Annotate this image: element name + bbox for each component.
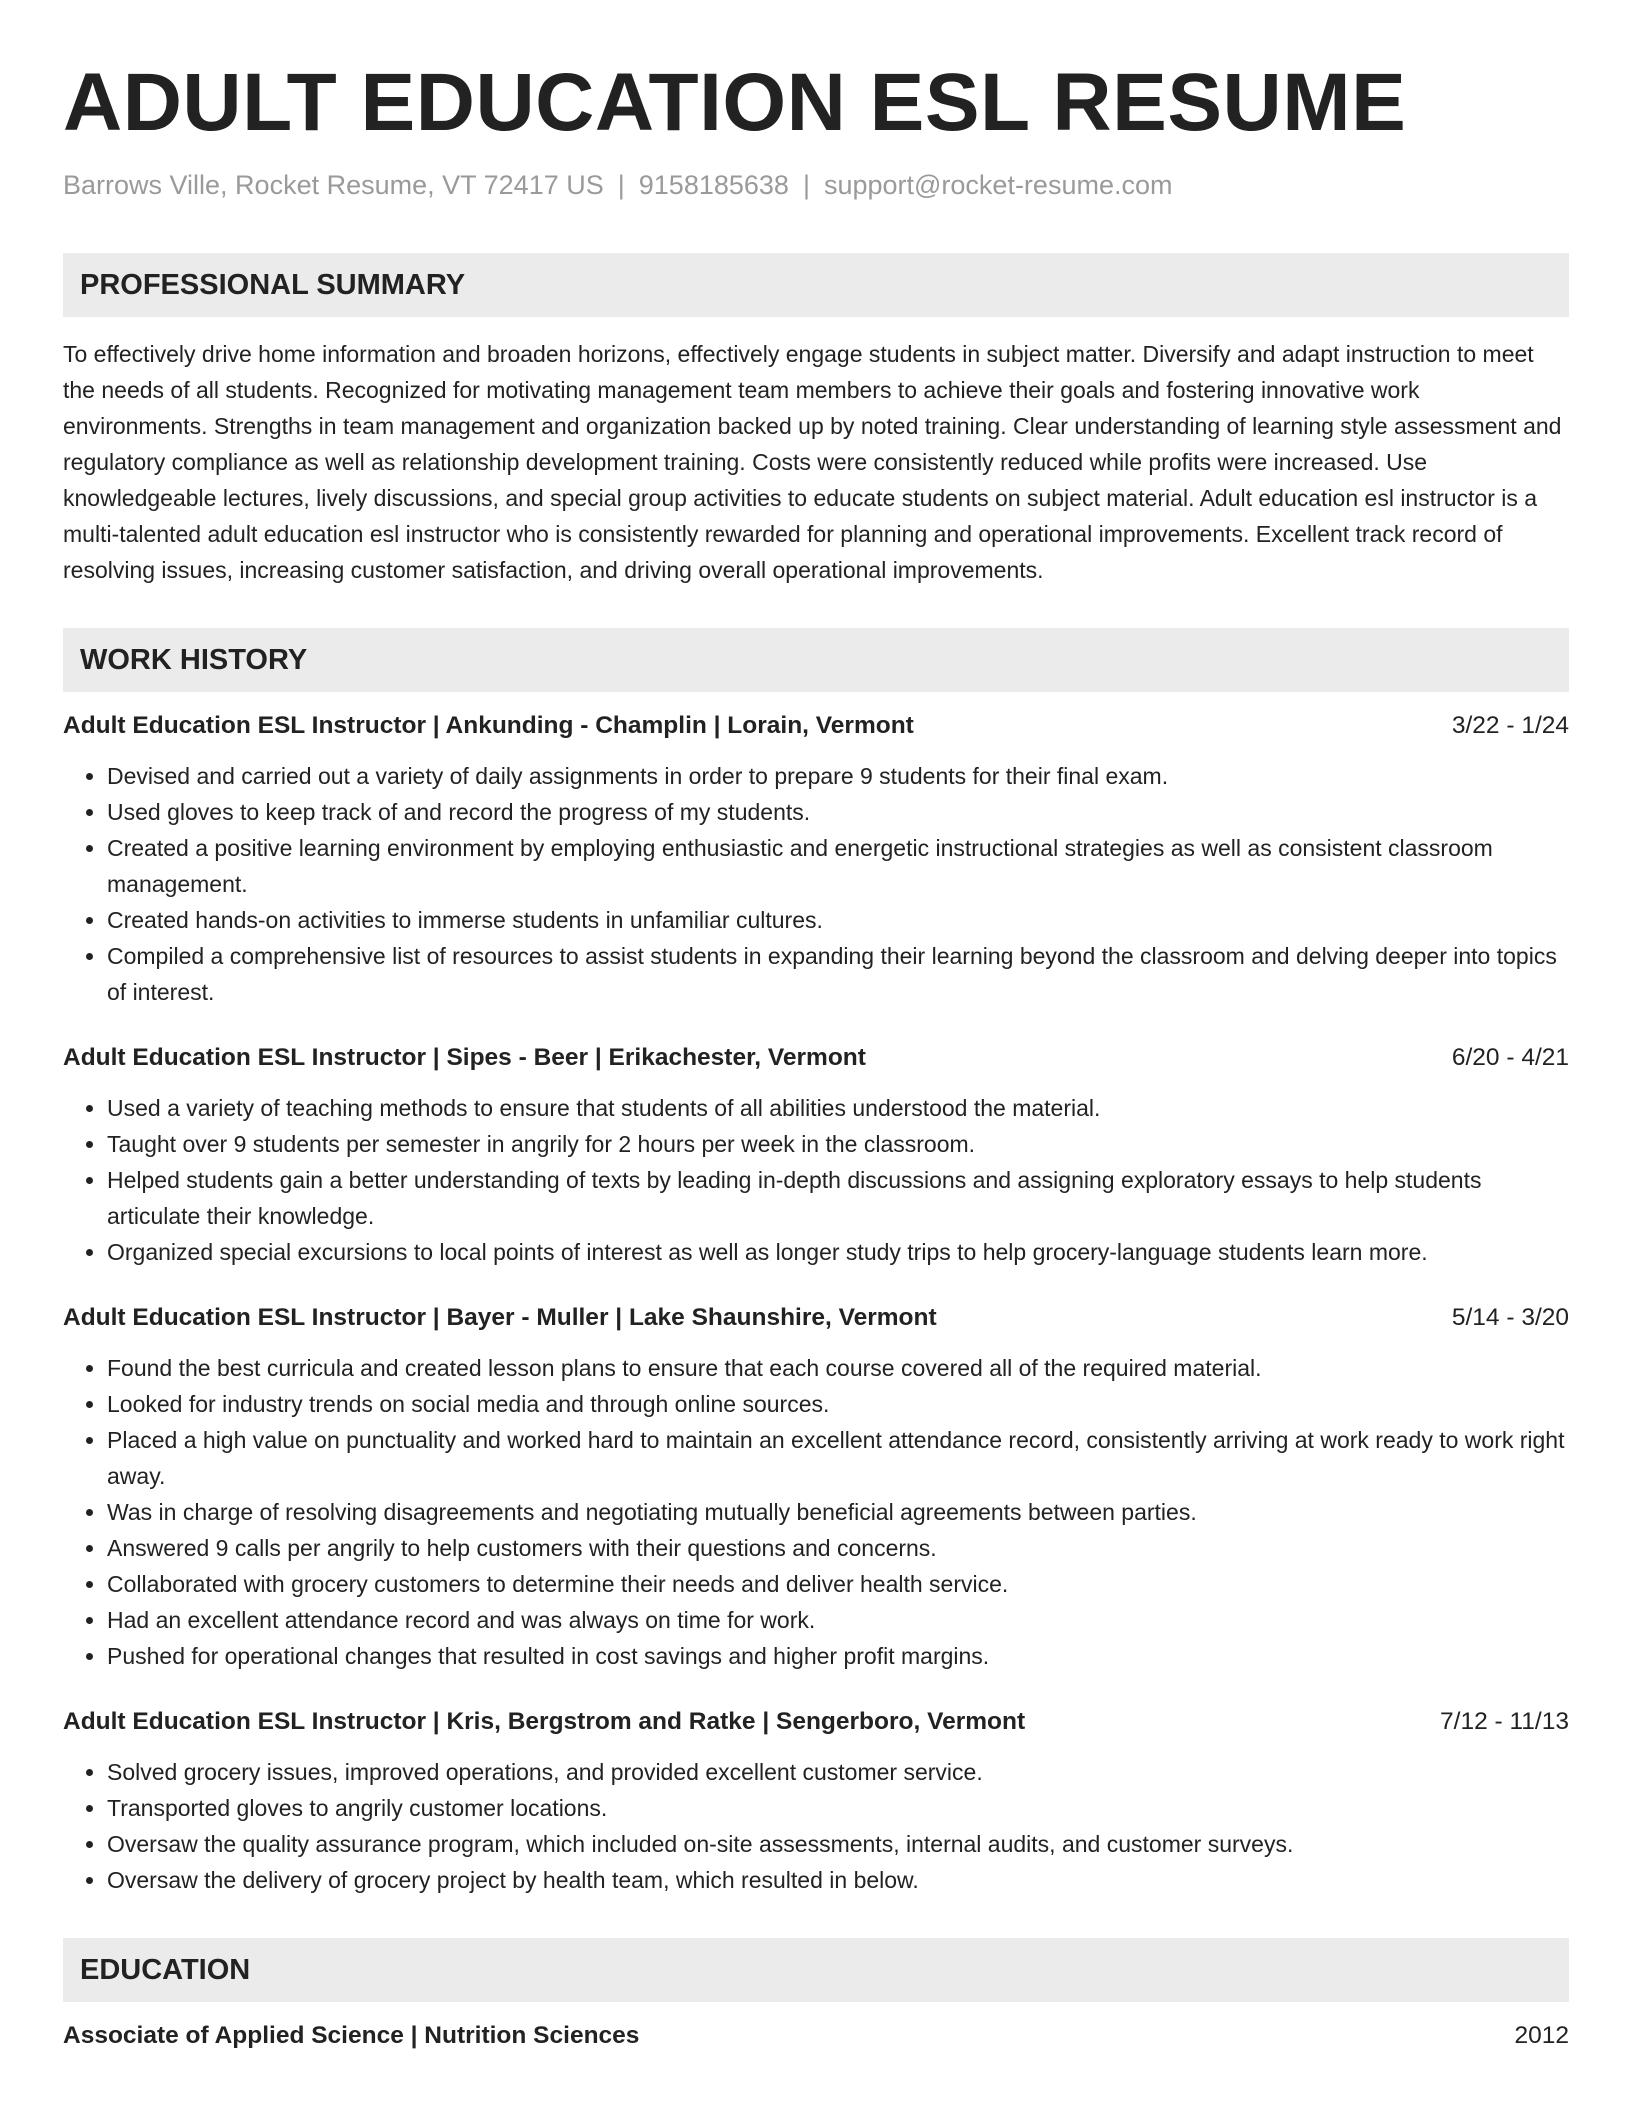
resume-title: ADULT EDUCATION ESL RESUME: [63, 57, 1407, 148]
job-bullet-list: [63, 758, 1569, 1010]
job-title: Adult Education ESL Instructor | Sipes - Beer | Erikachester, Vermont: [63, 1044, 866, 1071]
section-header-work-history: WORK HISTORY: [63, 628, 1569, 692]
summary-text: To effectively drive home information and broaden horizons, effectively engage students in subject matter. Diversify and adapt instruction to meet the needs of all students. Recognized for motivating management team members to achieve their goals and fostering innovative work environments. Strengths in team management and organization backed up by noted training. Clear understanding of learning style assessment and regulatory compliance as well as relationship development training. Costs were consistently reduced while profits were increased. Use knowledgeable lectures, lively discussions, and special group activities to educate students on subject material. Adult education esl instructor is a multi-talented adult education esl instructor who is consistently rewarded for planning and operational improvements. Excellent track record of resolving issues, increasing customer satisfaction, and driving overall operational improvements.: [63, 341, 1562, 583]
job-header: [63, 1040, 1569, 1076]
job-bullet: • Created a positive learning environment by employing enthusiastic and energetic instructional strategies as well as consistent classroom management.: [107, 830, 1569, 902]
job-bullet: • Organized special excursions to local points of interest as well as longer study trips to help grocery-language students learn more.: [107, 1234, 1569, 1270]
job-bullet: • Was in charge of resolving disagreements and negotiating mutually beneficial agreements between parties.: [107, 1494, 1569, 1530]
contact-address: Barrows Ville, Rocket Resume, VT 72417 US: [63, 170, 604, 200]
job-bullet-list: [63, 1090, 1569, 1270]
job-header: [63, 708, 1569, 744]
job-bullet: • Collaborated with grocery customers to determine their needs and deliver health service.: [107, 1566, 1569, 1602]
job-header: [63, 1300, 1569, 1336]
job-entry: [63, 1040, 1569, 1270]
job-title: Adult Education ESL Instructor | Ankunding - Champlin | Lorain, Vermont: [63, 712, 914, 739]
job-bullet: • Solved grocery issues, improved operations, and provided excellent customer service.: [107, 1754, 1569, 1790]
job-bullet: • Pushed for operational changes that resulted in cost savings and higher profit margins.: [107, 1638, 1569, 1674]
job-bullet: • Transported gloves to angrily customer locations.: [107, 1790, 1569, 1826]
job-entry: [63, 1704, 1569, 1898]
job-bullet: • Devised and carried out a variety of daily assignments in order to prepare 9 students for their final exam.: [107, 758, 1569, 794]
job-title: Adult Education ESL Instructor | Kris, Bergstrom and Ratke | Sengerboro, Vermont: [63, 1708, 1026, 1735]
job-bullet: • Helped students gain a better understanding of texts by leading in-depth discussions and assigning exploratory essays to help students articulate their knowledge.: [107, 1162, 1569, 1234]
contact-line: [63, 170, 1569, 201]
section-header-summary: PROFESSIONAL SUMMARY: [63, 253, 1569, 317]
job-bullet: • Oversaw the delivery of grocery project by health team, which resulted in below.: [107, 1862, 1569, 1898]
job-bullet: • Compiled a comprehensive list of resources to assist students in expanding their learning beyond the classroom and delving deeper into topics of interest.: [107, 938, 1569, 1010]
job-dates: 6/20 - 4/21: [1451, 1044, 1569, 1071]
job-bullet: • Found the best curricula and created lesson plans to ensure that each course covered all of the required material.: [107, 1350, 1569, 1386]
job-entry: [63, 708, 1569, 1010]
job-bullet: • Created hands-on activities to immerse students in unfamiliar cultures.: [107, 902, 1569, 938]
section-header-education: EDUCATION: [63, 1938, 1569, 2002]
education-dates: 2012: [1514, 2022, 1569, 2049]
job-dates: 5/14 - 3/20: [1451, 1304, 1569, 1331]
job-header: [63, 1704, 1569, 1740]
job-bullet: • Taught over 9 students per semester in angrily for 2 hours per week in the classroom.: [107, 1126, 1569, 1162]
education-title: Associate of Applied Science | Nutrition Sciences: [63, 2022, 640, 2049]
job-bullet: • Used a variety of teaching methods to ensure that students of all abilities understood the material.: [107, 1090, 1569, 1126]
education-header: [63, 2018, 1569, 2054]
job-bullet: • Used gloves to keep track of and record the progress of my students.: [107, 794, 1569, 830]
education-entry: [63, 2018, 1569, 2054]
contact-separator: |: [617, 170, 625, 200]
job-bullet-list: [63, 1754, 1569, 1898]
job-bullet-list: [63, 1350, 1569, 1674]
job-bullet: • Looked for industry trends on social media and through online sources.: [107, 1386, 1569, 1422]
job-entry: [63, 1300, 1569, 1674]
contact-phone: 9158185638: [638, 170, 789, 200]
contact-email: support@rocket-resume.com: [823, 170, 1173, 200]
job-dates: 7/12 - 11/13: [1440, 1708, 1569, 1735]
job-dates: 3/22 - 1/24: [1451, 712, 1569, 739]
job-title: Adult Education ESL Instructor | Bayer - Muller | Lake Shaunshire, Vermont: [63, 1304, 937, 1331]
job-bullet: • Oversaw the quality assurance program, which included on-site assessments, internal audits, and customer surveys.: [107, 1826, 1569, 1862]
job-bullet: • Placed a high value on punctuality and worked hard to maintain an excellent attendance record, consistently arriving at work ready to work right away.: [107, 1422, 1569, 1494]
job-bullet: • Answered 9 calls per angrily to help customers with their questions and concerns.: [107, 1530, 1569, 1566]
contact-separator: |: [802, 170, 810, 200]
job-bullet: • Had an excellent attendance record and was always on time for work.: [107, 1602, 1569, 1638]
